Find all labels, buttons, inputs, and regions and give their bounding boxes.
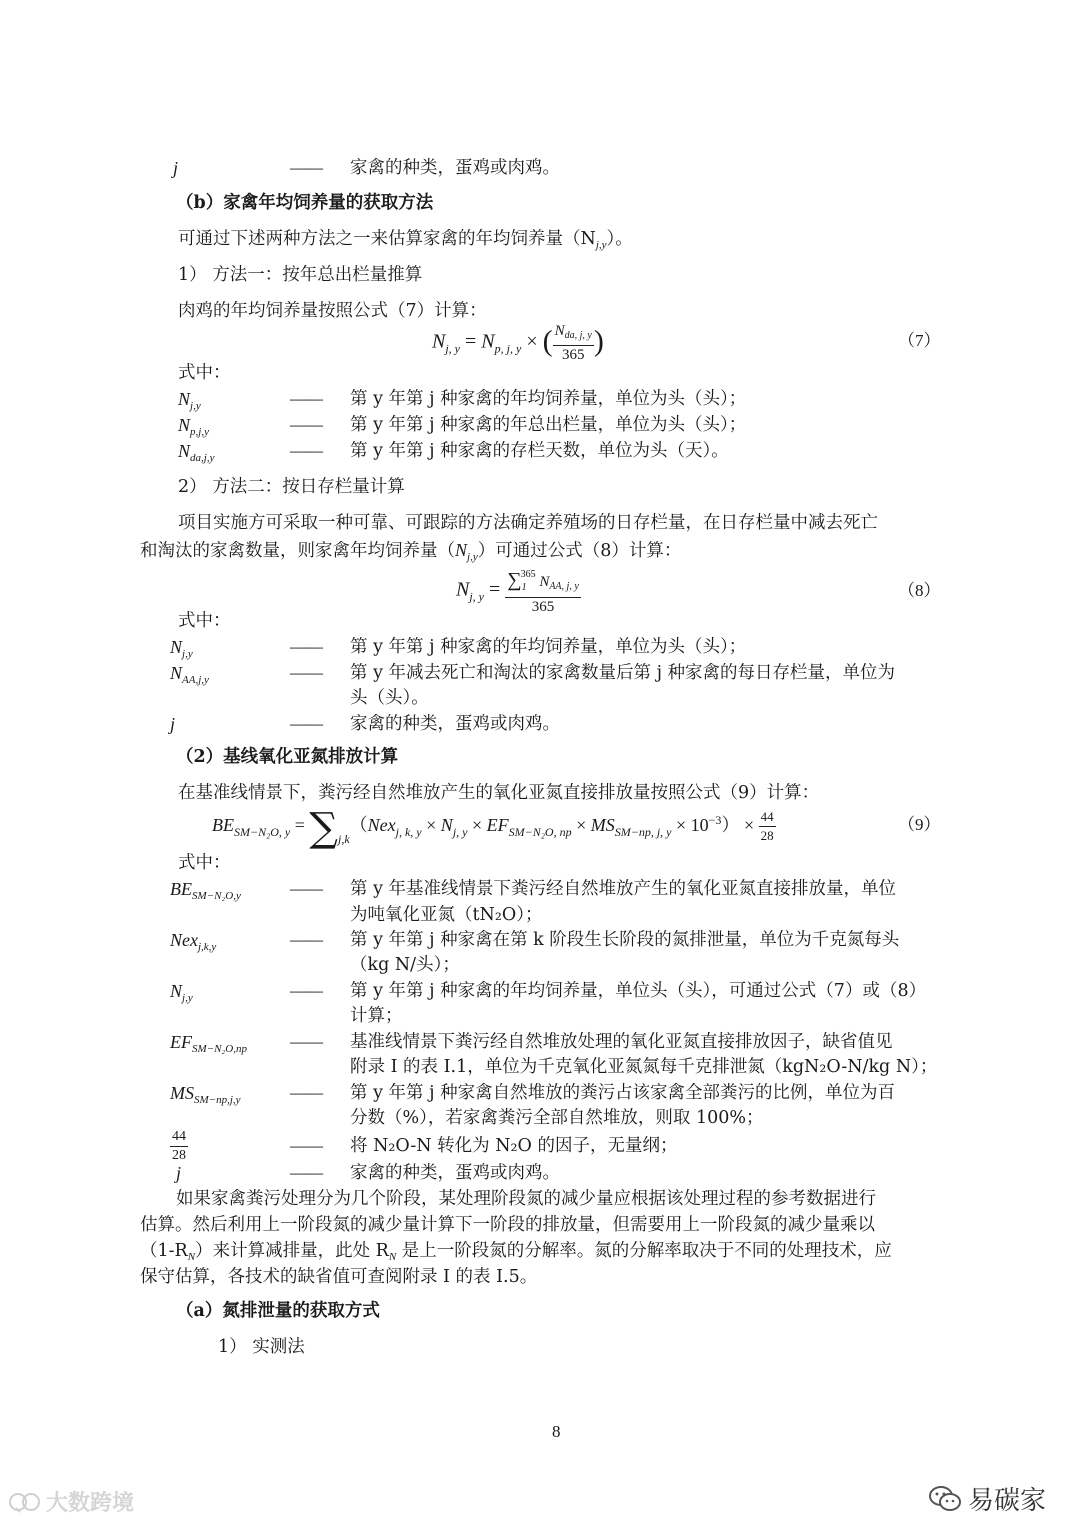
eq-operator: =	[460, 330, 482, 353]
def-text: 第 y 年第 j 种家禽的年总出栏量，单位为头（头）；	[350, 415, 747, 435]
paragraph-line: 估算。然后利用上一阶段氮的减少量计算下一阶段的排放量，但需要用上一阶段氮的减少量乘以	[140, 1215, 875, 1235]
def-symbol: $N_{da,j,y}$	[178, 441, 215, 464]
def-dash: ——	[290, 930, 322, 949]
def-symbol: j	[170, 714, 176, 734]
eq-symbol: N	[539, 574, 550, 590]
paragraph: 在基准线情景下，粪污经自然堆放产生的氧化亚氮直接排放量按照公式（9）计算：	[178, 783, 820, 803]
eq-subscript: j, k, y	[395, 825, 422, 839]
symbol-subscript: j,y	[595, 239, 607, 251]
def-symbol: $EF_{SM-N_2O,np}$	[170, 1032, 247, 1055]
equation-label: （8）	[898, 581, 941, 600]
page-number: 8	[552, 1422, 561, 1441]
def-text: 基准线情景下粪污经自然堆放处理的氧化亚氮直接排放因子，缺省值见	[350, 1032, 893, 1052]
equation-label: （7）	[898, 331, 941, 350]
def-text: 第 y 年第 j 种家禽的存栏天数，单位为头（天）。	[350, 441, 729, 461]
def-dash: ——	[290, 663, 322, 682]
def-text: 第 y 年第 j 种家禽的年均饲养量，单位头（头），可通过公式（7）或（8）	[350, 981, 927, 1001]
frac-numerator: 44	[170, 1128, 188, 1147]
def-symbol: j	[173, 158, 179, 178]
def-text-cont: 附录 I 的表 I.1，单位为千克氧化亚氮氮每千克排泄氮（kgN₂O-N/kg N）；	[350, 1057, 938, 1077]
def-text: 第 y 年第 j 种家禽的年均饲养量，单位为头（头）；	[350, 389, 747, 409]
paragraph-text: ）来计算减排量，此处 R	[195, 1241, 389, 1261]
def-dash: ——	[290, 389, 322, 408]
eq-fraction	[759, 808, 776, 845]
def-symbol: $N_{j,y}$	[170, 981, 193, 1004]
eq-operator: ×	[571, 815, 591, 835]
eq-symbol: N	[432, 330, 446, 353]
eq-subscript: j, y	[445, 341, 461, 356]
eq-operator: ×	[467, 815, 487, 835]
def-text: 第 y 年基准线情景下粪污经自然堆放产生的氧化亚氮直接排放量，单位	[350, 879, 897, 899]
symbol-subscript: j,y	[467, 551, 478, 563]
paragraph-line: 保守估算，各技术的缺省值可查阅附录 I 的表 I.5。	[140, 1267, 538, 1287]
def-dash: ——	[290, 441, 322, 460]
eq-operator: ×	[739, 815, 759, 835]
section-heading: （a）氮排泄量的获取方式	[176, 1301, 380, 1321]
chat-bubble-icon	[8, 1490, 42, 1514]
method-heading: 2） 方法二：按日存栏量计算	[178, 477, 405, 497]
eq-denominator: 28	[760, 828, 774, 844]
eq-subscript: SM−np, j, y	[614, 825, 672, 839]
paragraph-line: 如果家禽粪污处理分为几个阶段，某处理阶段氮的减少量应根据该处理过程的参考数据进行	[176, 1189, 876, 1209]
def-symbol: Nex$_{j,k,y}$	[170, 930, 217, 953]
method-heading: 1） 实测法	[218, 1337, 305, 1357]
eq-operator: ×	[521, 330, 543, 353]
def-text: 家禽的种类，蛋鸡或肉鸡。	[350, 1163, 560, 1183]
def-dash: ——	[290, 415, 322, 434]
symbol-subscript: N	[388, 1251, 397, 1263]
paragraph-text: 和淘汰的家禽数量，则家禽年均饲养量（	[140, 541, 455, 561]
eq-symbol: N	[456, 578, 470, 601]
eq-subscript: j, y	[469, 589, 485, 604]
eq-paren: ）	[721, 815, 740, 835]
wechat-icon	[928, 1485, 962, 1513]
symbol: N	[455, 540, 468, 560]
eq-subscript: AA, j, y	[549, 581, 579, 592]
eq-subscript: SM−N₂O, y	[234, 825, 291, 839]
equation-label: （9）	[898, 815, 941, 834]
def-dash: ——	[290, 637, 322, 656]
paragraph	[140, 537, 681, 570]
def-text: 将 N₂O-N 转化为 N₂O 的因子，无量纲；	[350, 1136, 678, 1156]
paragraph: 肉鸡的年均饲养量按照公式（7）计算：	[178, 301, 487, 321]
frac-denominator: 28	[172, 1148, 186, 1163]
def-text-cont: 分数（%），若家禽粪污全部自然堆放，则取 100%；	[350, 1108, 764, 1128]
def-text: 第 y 年第 j 种家禽自然堆放的粪污占该家禽全部粪污的比例，单位为百	[350, 1083, 896, 1103]
eq-denominator: 365	[531, 599, 555, 615]
eq-operator: × 10	[671, 815, 709, 835]
def-symbol: $MS_{SM-np,j,y}$	[170, 1083, 241, 1106]
def-symbol: $N_{j,y}$	[170, 637, 193, 660]
eq-operator: =	[290, 815, 310, 835]
eq-subscript: SM−N₂O, np	[508, 825, 572, 839]
eq-symbol: N	[481, 330, 495, 353]
eq-symbol: BE	[212, 815, 234, 835]
def-dash: ——	[290, 981, 322, 1000]
def-dash: ——	[290, 714, 322, 733]
def-symbol: $N_{AA,j,y}$	[170, 663, 209, 686]
eq-subscript: p, j, y	[494, 341, 522, 356]
shizhong-label: 式中：	[178, 363, 231, 383]
def-symbol: $N_{p,j,y}$	[178, 415, 209, 438]
def-dash: ——	[290, 1032, 322, 1051]
method-heading: 1） 方法一：按年总出栏量推算	[178, 265, 423, 285]
eq-denominator: 365	[561, 347, 585, 363]
paragraph-text: 可通过下述两种方法之一来估算家禽的年均饲养量（N	[178, 229, 596, 249]
equation-8	[456, 566, 581, 616]
def-symbol: j	[176, 1163, 182, 1183]
def-dash: ——	[290, 158, 322, 177]
eq-fraction	[553, 322, 594, 364]
symbol-subscript: N	[187, 1251, 196, 1263]
def-text: 家禽的种类，蛋鸡或肉鸡。	[350, 158, 560, 178]
paragraph-text: ）。	[606, 229, 633, 249]
eq-subscript: da, j, y	[564, 330, 592, 341]
eq-numerator: 44	[759, 808, 776, 827]
eq-operator: =	[484, 578, 506, 601]
paragraph	[178, 226, 633, 258]
def-text-cont: 头（头）。	[350, 688, 429, 708]
def-text: 家禽的种类，蛋鸡或肉鸡。	[350, 714, 560, 734]
equation-7: $N_{j, y} = N_{p, j, y}$ × ( $\frac{N_{da, j, y}}{365}$ )	[432, 323, 604, 363]
section-heading: （b）家禽年均饲养量的获取方法	[176, 193, 434, 213]
eq-paren: （	[349, 815, 368, 835]
eq-symbol: EF	[486, 815, 509, 835]
watermark-text: 大数跨境	[46, 1490, 135, 1515]
def-text: 第 y 年减去死亡和淘汰的家禽数量后第 j 种家禽的每日存栏量，单位为	[350, 663, 896, 683]
def-text-cont: （kg N/头）；	[350, 955, 460, 975]
def-dash: ——	[290, 879, 322, 898]
eq-fraction: $\frac{\sum_1^{365} N_{AA, j, y}}{365}$	[505, 566, 580, 616]
watermark-left	[8, 1486, 134, 1517]
section-heading: （2）基线氧化亚氮排放计算	[176, 747, 399, 767]
eq-operator: ×	[421, 815, 441, 835]
eq-exponent: −3	[708, 813, 722, 827]
eq-symbol: MS	[590, 815, 615, 835]
eq-subscript: j, y	[452, 825, 468, 839]
def-dash: ——	[290, 1083, 322, 1102]
paragraph-text: ）可通过公式（8）计算：	[477, 541, 682, 561]
sum-upper: 365	[520, 569, 536, 580]
watermark-text: 易碳家	[968, 1485, 1047, 1515]
sum-lower: j,k	[337, 832, 350, 846]
paragraph-text: （1-R	[140, 1241, 188, 1261]
paragraph-text: 是上一阶段氮的分解率。氮的分解率取决于不同的处理技术，应	[396, 1241, 892, 1261]
def-text: 第 y 年第 j 种家禽的年均饲养量，单位为头（头）；	[350, 637, 747, 657]
def-dash: ——	[290, 1136, 322, 1155]
shizhong-label: 式中：	[178, 611, 231, 631]
watermark-right	[928, 1480, 1046, 1517]
def-text-cont: 为吨氧化亚氮（tN₂O）；	[350, 905, 543, 925]
sum-lower: 1	[521, 582, 527, 593]
eq-symbol: N	[440, 815, 453, 835]
eq-symbol: Nex	[367, 815, 396, 835]
eq-symbol: N	[554, 323, 565, 339]
paragraph: 项目实施方可采取一种可靠、可跟踪的方法确定养殖场的日存栏量，在日存栏量中减去死亡	[178, 513, 878, 533]
def-text-cont: 计算；	[350, 1006, 403, 1026]
shizhong-label: 式中：	[178, 853, 231, 873]
def-dash: ——	[290, 1163, 322, 1182]
def-symbol: $N_{j,y}$	[178, 389, 201, 412]
equation-9: $BE_{SM-N_2O, y} = \sum_{j,k}(Nex_{j, k, y} \times N_{j, y} \times EF_{SM-N_2O, np} \times MS_{SM-np, j, y} \times 10^{-3})$ × $\frac{44}{28}$	[212, 805, 774, 851]
def-symbol: $BE_{SM-N_2O,y}$	[170, 879, 241, 902]
def-text: 第 y 年第 j 种家禽在第 k 阶段生长阶段的氮排泄量，单位为千克氮每头	[350, 930, 900, 950]
